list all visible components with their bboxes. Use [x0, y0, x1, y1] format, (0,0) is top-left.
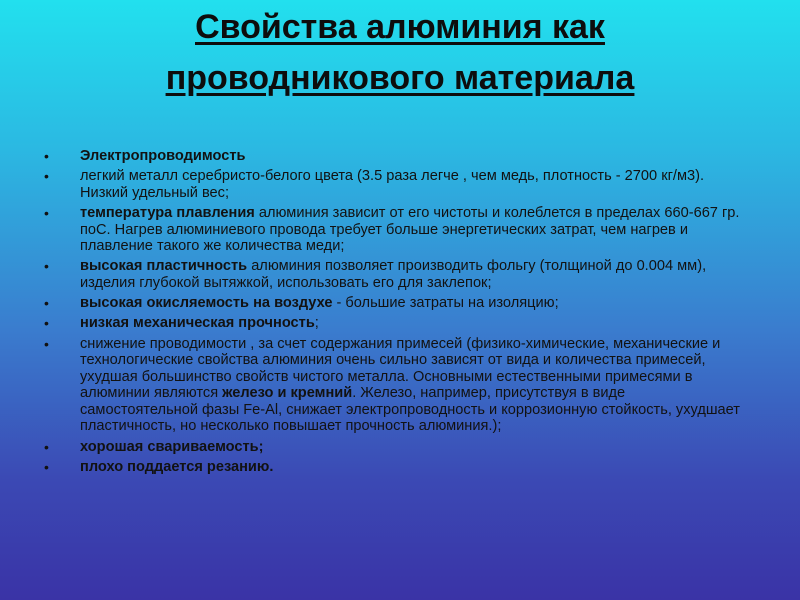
bullet-dot-icon: • [44, 148, 49, 164]
bullet-text: - большие затраты на изоляцию; [332, 295, 559, 312]
bullet-bold-text: температура плавления [80, 204, 255, 221]
bullet-text: ; [314, 315, 319, 332]
bullet-item [44, 258, 744, 291]
bullet-bold-text: высокая окисляемость на воздухе [80, 295, 333, 312]
bullet-dot-icon: • [44, 335, 49, 352]
bullet-dot-icon: • [44, 168, 49, 185]
bullet-dot-icon: • [44, 258, 49, 275]
bullet-item [44, 459, 744, 476]
bullet-dot-icon: • [44, 438, 49, 455]
bullet-list [44, 148, 744, 479]
bullet-bold-text: Электропроводимость [80, 148, 246, 164]
bullet-dot-icon: • [44, 295, 49, 312]
bullet-item [44, 168, 744, 201]
bullet-item [44, 205, 744, 255]
bullet-item [44, 148, 744, 165]
bullet-dot-icon: • [44, 204, 49, 221]
bullet-item [44, 315, 744, 332]
slide-title-line-1: Свойства алюминия как [195, 8, 605, 46]
bullet-bold-text: низкая механическая прочность [80, 315, 315, 332]
bullet-text: легкий металл серебристо-белого цвета (3.5 раза легче , чем медь, плотность - 2700 кг/м3). Низкий удельный вес; [80, 168, 705, 201]
bullet-bold-text: хорошая свариваемость; [80, 438, 264, 455]
bullet-text: алюминия позволяет производить фольгу (толщиной до 0.004 мм), изделия глубокой вытяжкой, использовать его для заклепок; [80, 258, 707, 291]
bullet-text: . Железо, например, присутствуя в виде самостоятельной фазы Fe-Al, снижает электропроводность и коррозионную стойкость, ухудшает пластичность, но несколько повышает прочность алюминия.); [80, 385, 740, 435]
bullet-text: алюминия зависит от его чистоты и колеблется в пределах 660-667 гр. поС. Нагрев алюминиевого провода требует больше энергетических затрат, чем нагрев и плавление такого же количества меди; [80, 204, 740, 255]
bullet-item [44, 439, 744, 456]
slide-title-line-2: проводникового материала [165, 59, 635, 97]
bullet-bold-text: плохо поддается резанию. [80, 458, 274, 475]
bullet-dot-icon: • [44, 315, 49, 332]
bullet-bold-text: высокая пластичность [80, 258, 248, 275]
bullet-item [44, 295, 744, 312]
slide-title [20, 2, 780, 104]
bullet-text: снижение проводимости , за счет содержания примесей (физико-химические, механические и технологические свойства алюминия очень сильно зависят от вида и количества примесей, ухудшая большинство свойств чистого металла. Основными естественными примесями в алюминии являются [80, 335, 721, 402]
bullet-dot-icon: • [44, 458, 49, 475]
bullet-item [44, 336, 744, 436]
bullet-bold-text: железо и кремний [222, 385, 353, 402]
